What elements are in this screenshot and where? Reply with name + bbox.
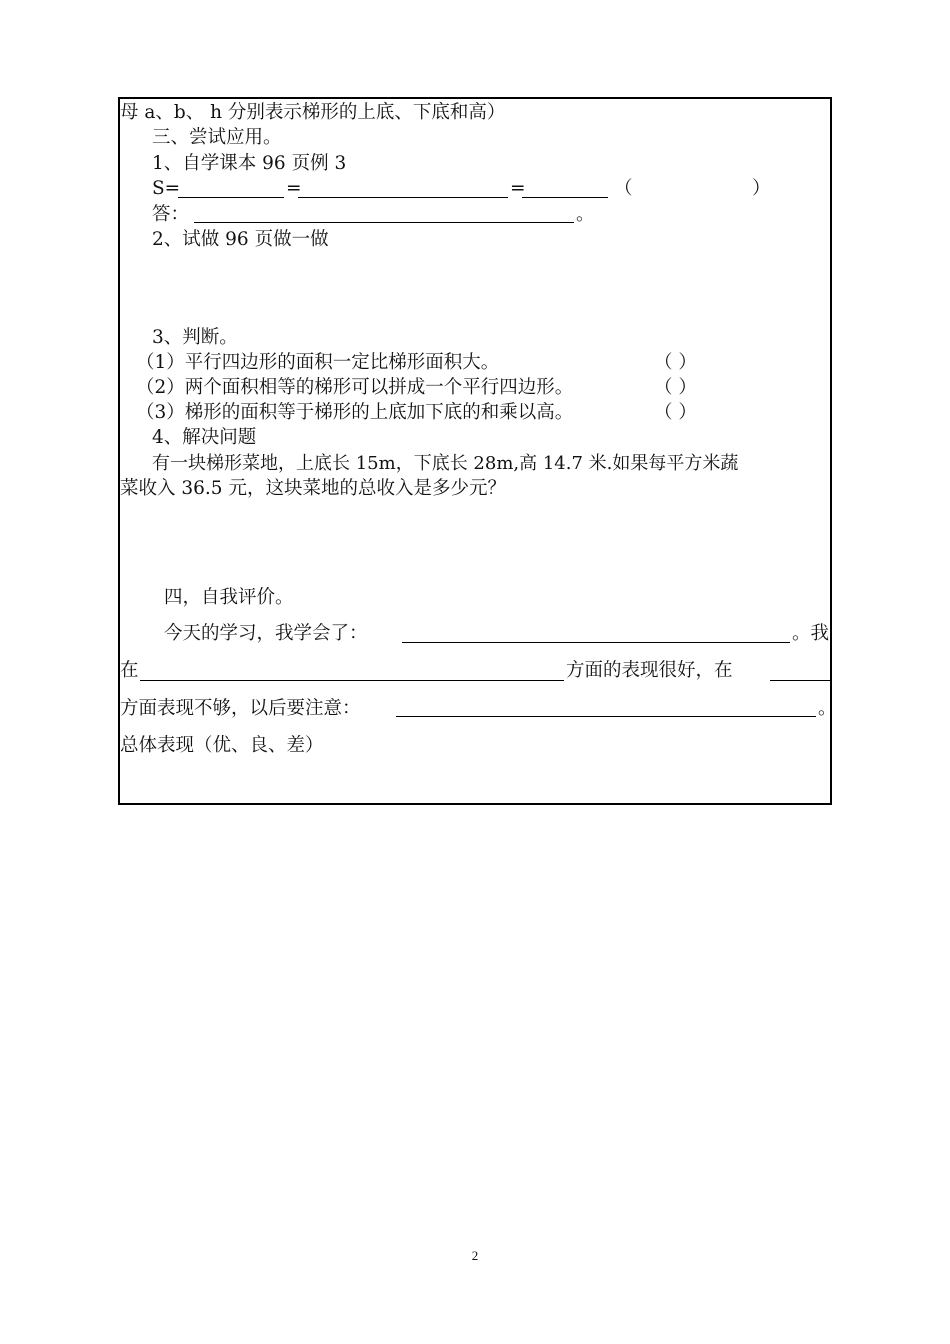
section-3-heading: 三、尝试应用。 [152, 127, 282, 148]
weak-blank[interactable] [396, 716, 816, 717]
judgment-3-answer[interactable]: （ ） [654, 402, 697, 423]
formula-blank-1[interactable] [178, 197, 284, 198]
formula-blank-2[interactable] [298, 197, 508, 198]
item-1: 1、自学课本 96 页例 3 [152, 153, 347, 174]
good-blank[interactable] [140, 680, 564, 681]
good-start: 在 [120, 660, 139, 681]
judgment-1-text: （1）平行四边形的面积一定比梯形面积大。 [136, 352, 500, 373]
learned-label: 今天的学习，我学会了： [164, 623, 368, 644]
answer-blank[interactable] [194, 222, 574, 223]
formula-equals-2: = [510, 178, 526, 199]
problem-line-1: 有一块梯形菜地，上底长 15m，下底长 28m,高 14.7 米.如果每平方米蔬 [152, 453, 739, 474]
item-3: 3、判断。 [152, 327, 238, 348]
weak-area-blank[interactable] [770, 680, 830, 681]
weak-label: 方面表现不够，以后要注意： [120, 698, 361, 719]
answer-end: 。 [576, 204, 595, 225]
formula-explanation: 母 a、b、 h 分别表示梯形的上底、下底和高） [120, 102, 506, 123]
answer-label: 答： [152, 204, 190, 225]
overall-performance: 总体表现（优、良、差） [120, 735, 324, 756]
section-4-heading: 四，自我评价。 [164, 587, 294, 608]
judgment-2-text: （2）两个面积相等的梯形可以拼成一个平行四边形。 [136, 377, 574, 398]
formula-equals-1: = [286, 178, 302, 199]
judgment-2-answer[interactable]: （ ） [654, 377, 697, 398]
good-mid: 方面的表现很好，在 [566, 660, 733, 681]
learned-end: 。我 [792, 623, 830, 644]
judgment-1-answer[interactable]: （ ） [654, 352, 697, 373]
weak-end: 。 [818, 698, 837, 719]
formula-s: S= [152, 178, 181, 199]
formula-paren-open: （ [614, 178, 633, 199]
item-2: 2、试做 96 页做一做 [152, 229, 329, 250]
item-4: 4、解决问题 [152, 427, 257, 448]
judgment-3-text: （3）梯形的面积等于梯形的上底加下底的和乘以高。 [136, 402, 574, 423]
formula-blank-3[interactable] [522, 197, 608, 198]
formula-paren-close: ） [752, 178, 771, 199]
page-number: 2 [471, 1248, 479, 1263]
learned-blank[interactable] [402, 642, 790, 643]
problem-line-2: 菜收入 36.5 元，这块菜地的总收入是多少元？ [120, 478, 506, 499]
